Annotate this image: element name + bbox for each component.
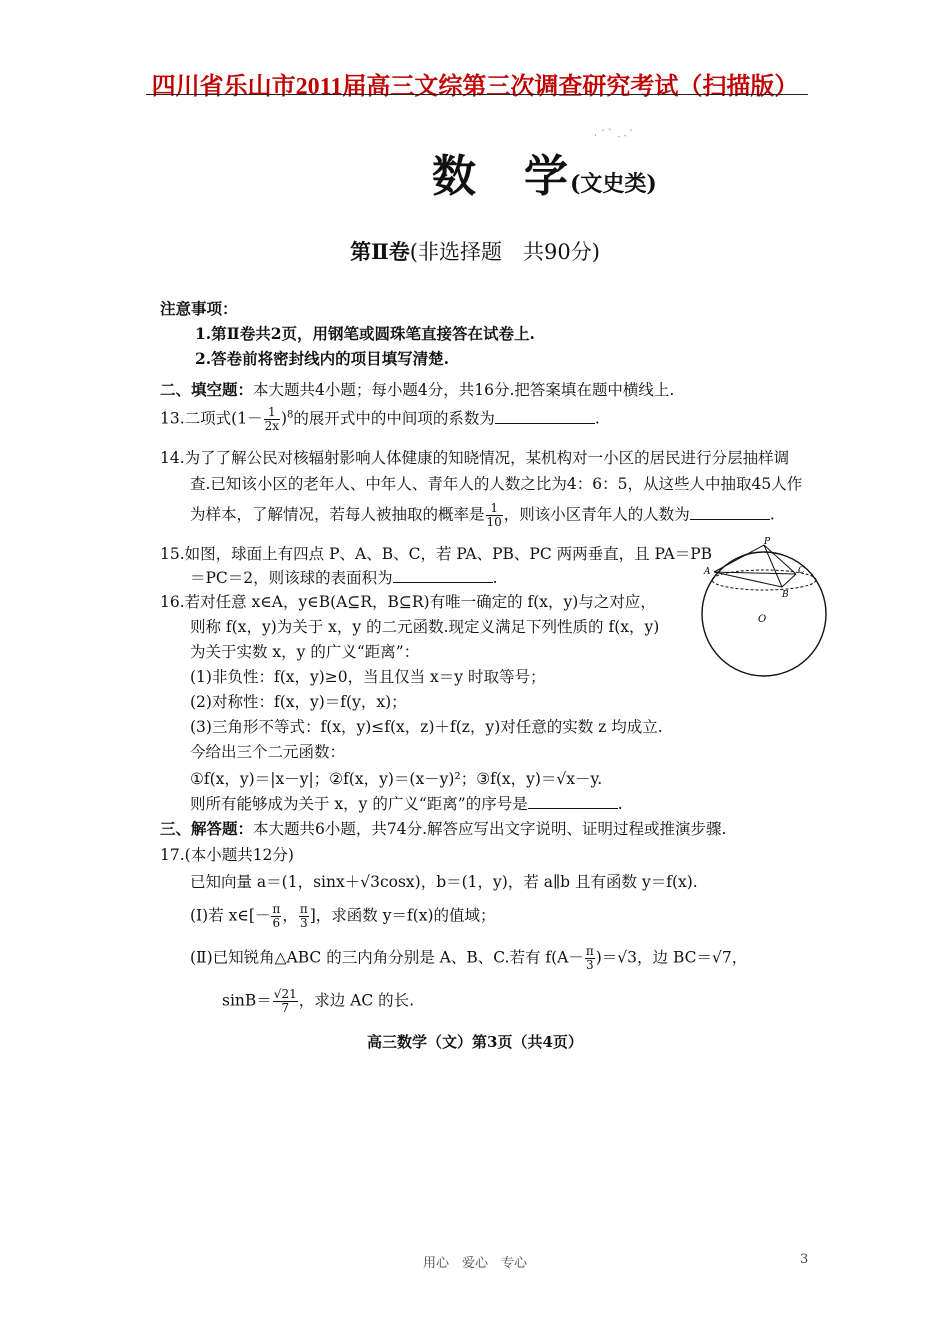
header-rule <box>146 94 808 95</box>
question-17-part-1: (Ⅰ)若 x∈[－ $\frac{\pi}{6}$ ， $\frac{\pi}{3}$ ]，求函数 y＝f(x)的值域； <box>190 902 496 930</box>
page-motto: 用心 爱心 专心 <box>422 1256 527 1271</box>
sphere-figure <box>700 536 830 685</box>
question-16-line-6: (3)三角形不等式：f(x，y)≤f(x，z)＋f(z，y)对任意的实数 z 均成立. <box>190 718 663 736</box>
answer-blank[interactable] <box>690 505 770 520</box>
subject-title: 数 学(文史类) <box>432 151 657 202</box>
question-14-line-1: 14.为了了解公民对核辐射影响人体健康的知晓情况，某机构对一小区的居民进行分层抽样调 <box>160 449 790 467</box>
notice-item-2: 2.答卷前将密封线内的项目填写清楚. <box>195 349 450 368</box>
question-16-line-9: 则所有能够成为关于 x，y 的广义“距离”的序号是 . <box>190 795 623 813</box>
question-16-line-8: ①f(x，y)＝|x－y|；②f(x，y)＝(x－y)²；③f(x，y)＝√x－y. <box>190 770 603 788</box>
question-16-line-2: 则称 f(x，y)为关于 x，y 的二元函数.现定义满足下列性质的 f(x，y) <box>190 618 660 636</box>
subject-subtitle: (文史类) <box>570 171 657 197</box>
fraction: $\frac{1}{2x}$ <box>264 405 279 433</box>
label-p: P <box>764 537 771 547</box>
question-17-line-1: 已知向量 a＝(1，sinx＋√3cosx)，b＝(1，y)，若 a∥b 且有函数 y＝f(x). <box>190 873 698 891</box>
label-c: C <box>798 566 805 576</box>
document-header-title: 四川省乐山市2011届高三文综第三次调查研究考试（扫描版） <box>151 74 799 100</box>
page-number: 3 <box>800 1252 809 1267</box>
question-15-line-2: ＝PC＝2，则该球的表面积为 . <box>190 569 498 587</box>
answer-blank[interactable] <box>393 568 493 583</box>
answer-blank[interactable] <box>495 409 595 424</box>
edge-pa <box>714 545 764 572</box>
question-16-line-4: (1)非负性：f(x，y)≥0，当且仅当 x＝y 时取等号； <box>190 668 546 686</box>
question-17-part-2: (Ⅱ)已知锐角△ABC 的三内角分别是 A、B、C.若有 f(A－ $\frac{\pi}{3}$ )＝√3，边 BC＝√7， <box>190 944 748 972</box>
question-16-line-7: 今给出三个二元函数： <box>190 743 346 761</box>
question-16-line-5: (2)对称性：f(x，y)＝f(y，x)； <box>190 693 407 711</box>
fraction: $\frac{\pi}{3}$ <box>585 944 594 972</box>
edge-pb <box>764 545 782 587</box>
edge-bc <box>782 574 796 587</box>
notice-heading: 注意事项： <box>160 299 238 318</box>
fraction: $\frac{√21}{7}$ <box>273 987 297 1015</box>
label-o: O <box>758 614 767 625</box>
scan-smudge: · ˊ ˋ ˎ ˏ · <box>593 125 634 142</box>
edge-ab <box>714 572 782 587</box>
section-3-heading: 三、解答题：本大题共6小题，共74分.解答应写出文字说明、证明过程或推演步骤. <box>160 819 727 838</box>
notice-item-1: 1.第Ⅱ卷共2页，用钢笔或圆珠笔直接答在试卷上. <box>195 324 535 343</box>
question-17-part-2-cont: sinB＝ $\frac{√21}{7}$ ，求边 AC 的长. <box>222 987 415 1015</box>
fraction: $\frac{\pi}{3}$ <box>299 902 308 930</box>
question-16-line-1: 16.若对任意 x∈A，y∈B(A⊆R，B⊆R)有唯一确定的 f(x，y)与之对应， <box>160 593 656 611</box>
part-heading: 第Ⅱ卷(非选择题 共90分) <box>350 239 600 264</box>
question-14-line-2: 查.已知该小区的老年人、中年人、青年人的人数之比为4：6：5，从这些人中抽取45人作 <box>190 475 803 493</box>
question-16-line-3: 为关于实数 x，y 的广义“距离”： <box>190 643 420 661</box>
sphere-diagram <box>700 536 830 681</box>
question-17-head: 17.(本小题共12分) <box>160 846 294 864</box>
question-14-line-3: 为样本，了解情况，若每人被抽取的概率是 $\frac{1}{10}$ ，则该小区青年人的人数为 . <box>190 501 775 529</box>
fraction: $\frac{1}{10}$ <box>486 501 502 529</box>
label-a: A <box>704 567 711 577</box>
fraction: $\frac{\pi}{6}$ <box>272 902 281 930</box>
section-2-heading: 二、填空题：本大题共4小题；每小题4分，共16分.把答案填在题中横线上. <box>160 380 675 399</box>
exam-page-footer: 高三数学（文）第3页（共4页） <box>367 1033 583 1051</box>
edge-pc <box>764 545 796 574</box>
question-13: 13.二项式(1－ $\frac{1}{2x}$ )$^8$的展开式中的中间项的系数为 . <box>160 405 600 433</box>
answer-blank[interactable] <box>528 794 618 809</box>
label-b: B <box>782 590 789 600</box>
question-15-line-1: 15.如图，球面上有四点 P、A、B、C，若 PA、PB、PC 两两垂直，且 PA＝PB <box>160 545 713 563</box>
